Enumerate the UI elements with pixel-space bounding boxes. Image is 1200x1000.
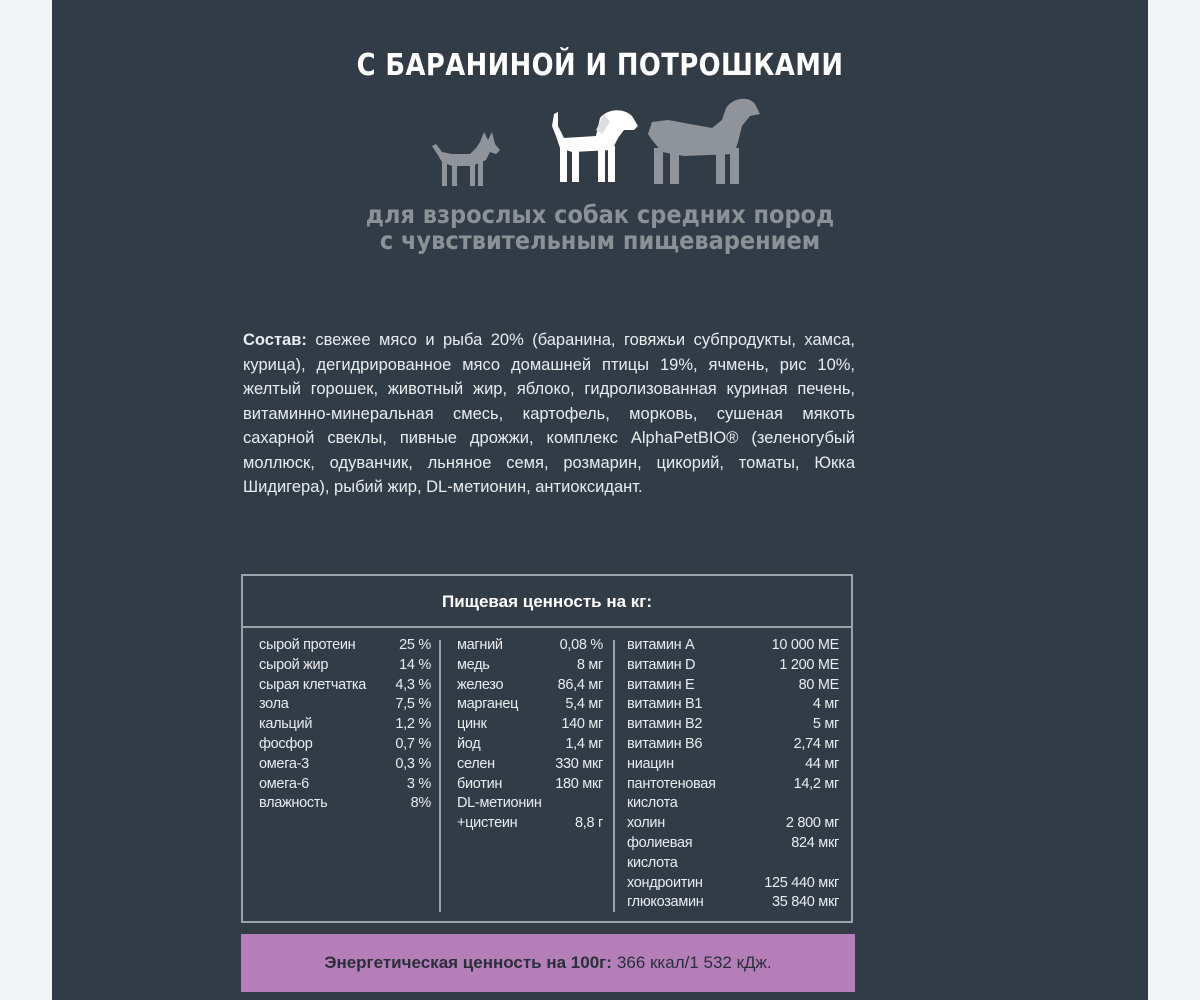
nutrient-name: омега-3: [259, 755, 309, 772]
small-dog-icon: [432, 132, 500, 186]
nutrient-name: фосфор: [259, 735, 313, 752]
nutrient-value: 5 мг: [812, 716, 839, 733]
nutrient-name: йод: [457, 735, 481, 752]
nutrient-row: [627, 893, 839, 913]
nutrient-value: 10 000 МЕ: [771, 637, 839, 653]
nutrient-name: DL-метионин: [457, 795, 542, 812]
nutrient-row: [457, 775, 603, 795]
nutrient-value: 1,4 мг: [565, 735, 603, 752]
nutrient-name: кислота: [627, 795, 678, 812]
nutrient-value: 1 200 МЕ: [779, 656, 839, 673]
energy-value-bar: [241, 934, 855, 992]
nutrient-row: [627, 794, 839, 814]
nutrient-value: 25 %: [399, 637, 431, 653]
nutrient-value: 2 800 мг: [785, 815, 839, 832]
large-dog-icon: [648, 99, 760, 184]
nutrient-name: пантотеновая: [627, 775, 716, 792]
nutrient-name: витамин А: [627, 637, 695, 653]
nutrient-row: [457, 755, 603, 775]
nutrient-name: витамин В2: [627, 716, 703, 733]
composition-label: Состав:: [243, 331, 307, 349]
nutrient-name: кальций: [259, 716, 313, 733]
nutrition-table: [241, 574, 853, 923]
nutrient-row: [627, 656, 839, 676]
nutrient-row: [627, 874, 839, 894]
nutrient-row: [627, 854, 839, 874]
nutrient-row: [627, 775, 839, 795]
nutrient-row: [259, 656, 431, 676]
nutrient-value: 0,3 %: [395, 755, 431, 772]
subtitle-line-1: для взрослых собак средних пород: [365, 200, 835, 229]
nutrient-name: сырая клетчатка: [259, 676, 367, 693]
nutrient-name: селен: [457, 755, 495, 772]
nutrition-column-3: [627, 636, 839, 913]
nutrient-value: 8,8 г: [575, 815, 603, 832]
target-audience: [107, 202, 1093, 254]
nutrient-name: железо: [457, 676, 504, 693]
nutrient-value: 125 440 мкг: [764, 874, 839, 891]
nutrient-value: 80 МЕ: [798, 676, 839, 693]
nutrient-name: зола: [259, 696, 289, 713]
nutrient-value: 14,2 мг: [793, 775, 839, 792]
energy-label: Энергетическая ценность на 100г:: [324, 953, 612, 972]
nutrient-name: кислота: [627, 854, 678, 871]
nutrient-row: [627, 695, 839, 715]
nutrient-row: [259, 735, 431, 755]
nutrient-value: 140 мг: [561, 716, 603, 733]
nutrient-row: [259, 755, 431, 775]
energy-value: 366 ккал/1 532 кДж.: [616, 953, 772, 972]
column-divider: [613, 640, 615, 912]
nutrient-row: [627, 636, 839, 656]
nutrient-value: 5,4 мг: [565, 696, 603, 713]
nutrient-row: [457, 676, 603, 696]
nutrient-row: [627, 814, 839, 834]
nutrient-name: хондроитин: [627, 874, 703, 891]
nutrient-row: [259, 794, 431, 814]
nutrient-row: [457, 735, 603, 755]
nutrient-row: [457, 814, 603, 834]
nutrient-name: биотин: [457, 775, 503, 792]
nutrient-name: фолиевая: [627, 834, 693, 851]
nutrient-value: 3 %: [406, 775, 431, 792]
nutrient-name: +цистеин: [457, 815, 518, 832]
nutrient-value: 44 мг: [805, 755, 839, 772]
nutrient-name: сырой жир: [259, 656, 329, 673]
nutrition-column-2: [457, 636, 603, 834]
nutrient-row: [627, 755, 839, 775]
nutrient-value: 330 мкг: [555, 755, 603, 772]
nutrient-value: 1,2 %: [395, 716, 431, 733]
nutrient-row: [259, 775, 431, 795]
nutrient-value: 180 мкг: [555, 775, 603, 792]
nutrient-name: глюкозамин: [627, 894, 704, 911]
nutrient-value: 0,7 %: [395, 735, 431, 752]
nutrient-value: 4,3 %: [395, 676, 431, 693]
nutrient-value: 7,5 %: [395, 696, 431, 713]
nutrient-name: цинк: [457, 716, 487, 733]
composition-text: [243, 328, 855, 500]
nutrient-row: [259, 676, 431, 696]
nutrition-column-1: [259, 636, 431, 814]
nutrient-row: [457, 636, 603, 656]
product-title: С БАРАНИНОЙ И ПОТРОШКАМИ: [356, 48, 844, 83]
dog-size-icons: [412, 92, 772, 197]
nutrient-value: 8 мг: [576, 656, 603, 673]
composition-ingredients: свежее мясо и рыба 20% (баранина, говяжьи субпродукты, хамса, курица), дегидрированное мясо домашней птицы 19%, ячмень, рис 10%, желтый горошек, животный жир, яблоко, гидролизованная куриная печень, витаминно-минеральная смесь, картофель, морковь, сушеная мякоть сахарной свеклы, пивные дрожжи, комплекс AlphaPetBIO® (зеленогубый моллюск, одуванчик, льняное семя, розмарин, цикорий, томаты, Юкка Шидигера), рыбий жир, DL-метионин, антиоксидант.: [243, 331, 855, 496]
nutrient-name: витамин В1: [627, 696, 703, 713]
column-divider: [439, 640, 441, 912]
nutrient-name: медь: [457, 656, 490, 673]
nutrient-name: магний: [457, 637, 503, 653]
nutrient-row: [457, 695, 603, 715]
nutrient-value: 86,4 мг: [557, 676, 603, 693]
nutrient-row: [627, 735, 839, 755]
nutrient-row: [627, 676, 839, 696]
medium-dog-icon: [552, 110, 638, 182]
nutrient-name: влажность: [259, 795, 328, 812]
nutrient-row: [259, 636, 431, 656]
nutrient-row: [627, 834, 839, 854]
nutrient-name: холин: [627, 815, 665, 832]
nutrient-name: омега-6: [259, 775, 309, 792]
nutrition-title: Пищевая ценность на кг:: [243, 576, 851, 628]
nutrient-value: 14 %: [399, 656, 431, 673]
nutrient-name: витамин D: [627, 656, 696, 673]
nutrient-value: 8%: [410, 795, 431, 812]
nutrient-value: 35 840 мкг: [772, 894, 839, 911]
nutrient-name: ниацин: [627, 755, 674, 772]
nutrient-value: 2,74 мг: [793, 735, 839, 752]
nutrient-value: 0,08 %: [559, 637, 603, 653]
nutrient-row: [259, 715, 431, 735]
nutrient-row: [457, 794, 603, 814]
subtitle-line-2: с чувствительным пищеварением: [379, 226, 821, 255]
nutrient-name: сырой протеин: [259, 637, 356, 653]
nutrient-name: витамин Е: [627, 676, 695, 693]
nutrient-value: 4 мг: [812, 696, 839, 713]
nutrient-name: витамин В6: [627, 735, 703, 752]
nutrient-row: [627, 715, 839, 735]
nutrient-row: [259, 695, 431, 715]
nutrient-row: [457, 715, 603, 735]
nutrient-row: [457, 656, 603, 676]
nutrient-name: марганец: [457, 696, 519, 713]
nutrient-value: 824 мкг: [791, 834, 839, 851]
